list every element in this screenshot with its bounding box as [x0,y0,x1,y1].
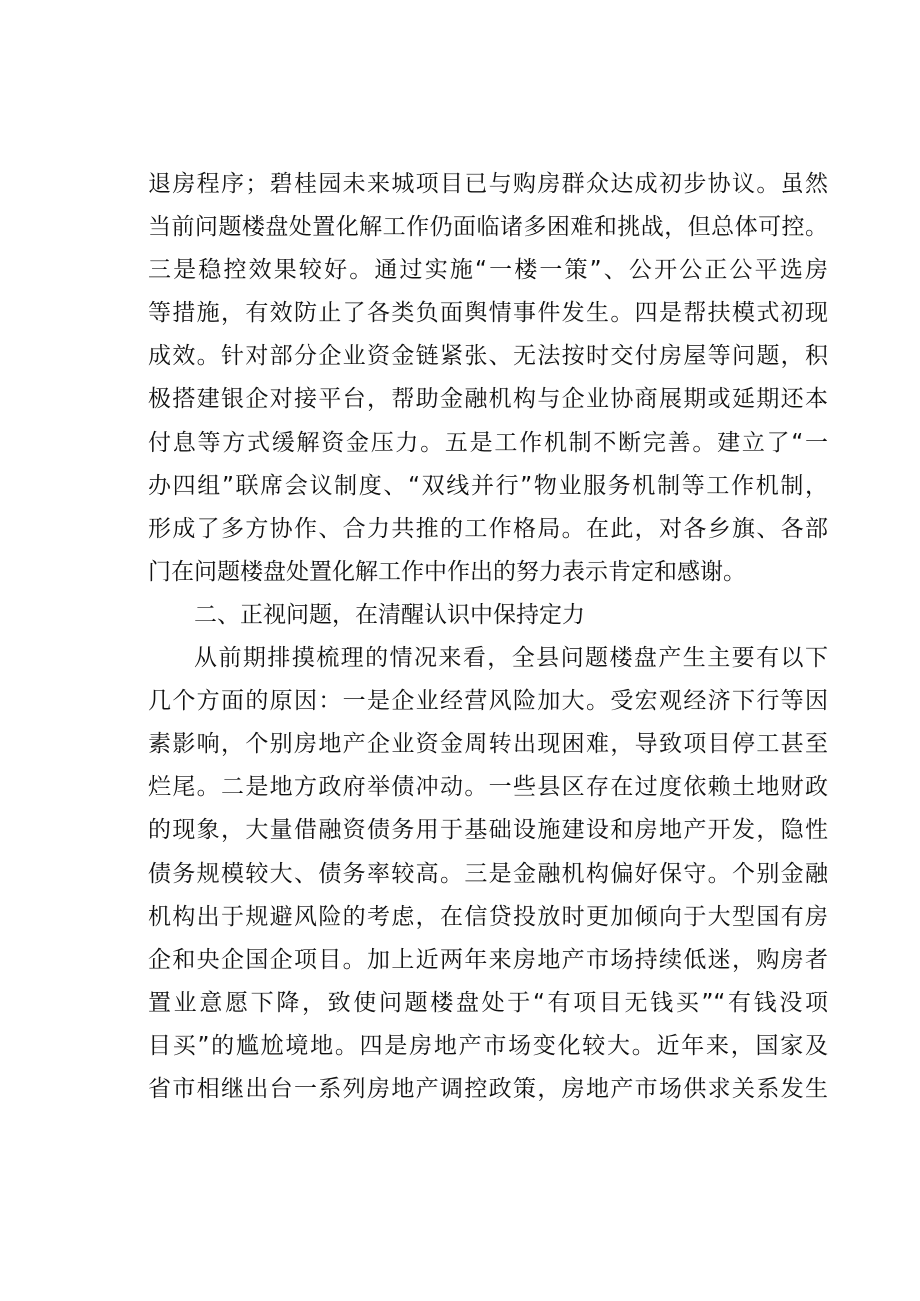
text-line: 三是稳控效果较好。通过实施“一楼一策”、公开公正公平选房 [148,257,828,284]
text-line: 退房程序；碧桂园未来城项目已与购房群众达成初步协议。虽然 [148,171,828,197]
text-line: 付息等方式缓解资金压力。五是工作机制不断完善。建立了“一 [148,429,828,456]
text-line: 机构出于规避风险的考虑，在信贷投放时更加倾向于大型国有房 [148,903,828,930]
text-line: 企和央企国企项目。加上近两年来房地产市场持续低迷，购房者 [148,946,828,973]
text-line: 置业意愿下降，致使问题楼盘处于“有项目无钱买”“有钱没项 [148,989,828,1016]
text-line: 门在问题楼盘处置化解工作中作出的努力表示肯定和感谢。 [148,558,746,585]
text-line: 省市相继出台一系列房地产调控政策，房地产市场供求关系发生 [148,1075,828,1102]
text-line: 形成了多方协作、合力共推的工作格局。在此，对各乡旗、各部 [148,515,828,542]
text-line: 当前问题楼盘处置化解工作仍面临诸多困难和挑战，但总体可控。 [148,214,828,241]
text-line: 债务规模较大、债务率较高。三是金融机构偏好保守。个别金融 [148,860,828,887]
text-line: 极搭建银企对接平台，帮助金融机构与企业协商展期或延期还本 [148,386,828,413]
text-line: 从前期排摸梳理的情况来看，全县问题楼盘产生主要有以下 [194,645,828,672]
text-line: 办四组”联席会议制度、“双线并行”物业服务机制等工作机制， [148,472,828,499]
text-line: 目买”的尴尬境地。四是房地产市场变化较大。近年来，国家及 [148,1032,828,1059]
text-line: 等措施，有效防止了各类负面舆情事件发生。四是帮扶模式初现 [148,300,828,327]
text-line: 素影响，个别房地产企业资金周转出现困难，导致项目停工甚至 [148,731,828,758]
text-line: 二、正视问题，在清醒认识中保持定力 [194,601,585,628]
text-line: 烂尾。二是地方政府举债冲动。一些县区存在过度依赖土地财政 [148,774,828,801]
text-line: 成效。针对部分企业资金链紧张、无法按时交付房屋等问题，积 [148,343,828,370]
text-line: 几个方面的原因：一是企业经营风险加大。受宏观经济下行等因 [148,688,828,715]
text-line: 的现象，大量借融资债务用于基础设施建设和房地产开发，隐性 [148,817,828,844]
body-text [148,163,828,1111]
